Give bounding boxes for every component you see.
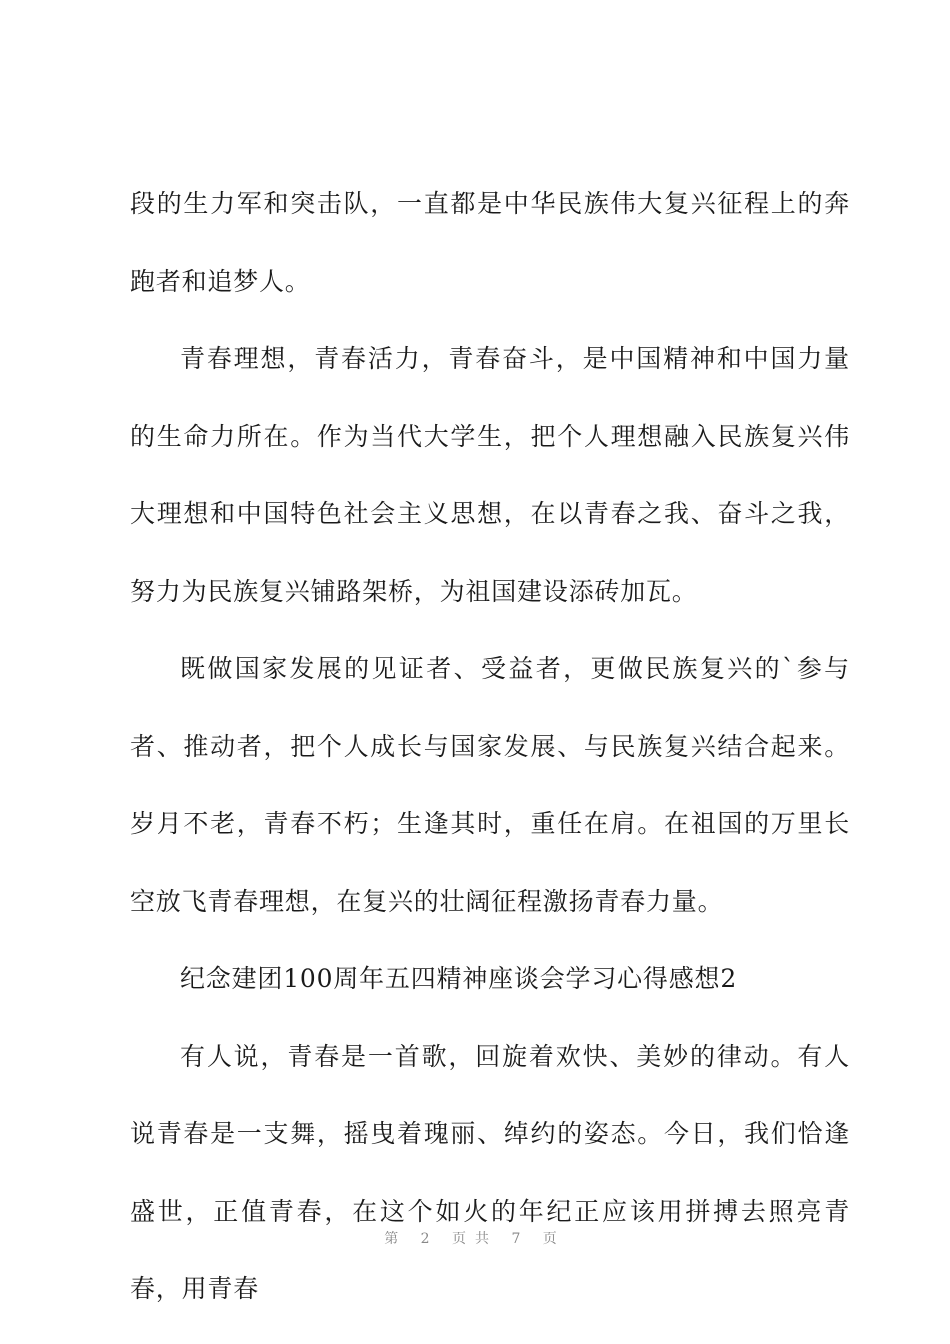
body-text	[130, 165, 850, 1328]
section-heading: 纪念建团100周年五四精神座谈会学习心得感想2	[180, 964, 738, 993]
paragraph-witness-participant: 既做国家发展的见证者、受益者，更做民族复兴的`参与者、推动者，把个人成长与国家发展、与民族复兴结合起来。岁月不老，青春不朽；生逢其时，重任在肩。在祖国的万里长空放飞青春理想，在复兴的壮阔征程激扬青春力量。	[130, 654, 850, 916]
paragraph-youth-ideals: 青春理想，青春活力，青春奋斗，是中国精神和中国力量的生命力所在。作为当代大学生，把个人理想融入民族复兴伟大理想和中国特色社会主义思想，在以青春之我、奋斗之我，努力为民族复兴铺路架桥，为祖国建设添砖加瓦。	[130, 344, 850, 606]
page-number-footer: 第 2 页共 7 页	[384, 1231, 566, 1247]
paragraph-continuation: 段的生力军和突击队，一直都是中华民族伟大复兴征程上的奔跑者和追梦人。	[130, 189, 850, 296]
paragraph-youth-song: 有人说，青春是一首歌，回旋着欢快、美妙的律动。有人说青春是一支舞，摇曳着瑰丽、绰约的姿态。今日，我们恰逢盛世，正值青春，在这个如火的年纪正应该用拼搏去照亮青春，用青春	[130, 1041, 850, 1303]
